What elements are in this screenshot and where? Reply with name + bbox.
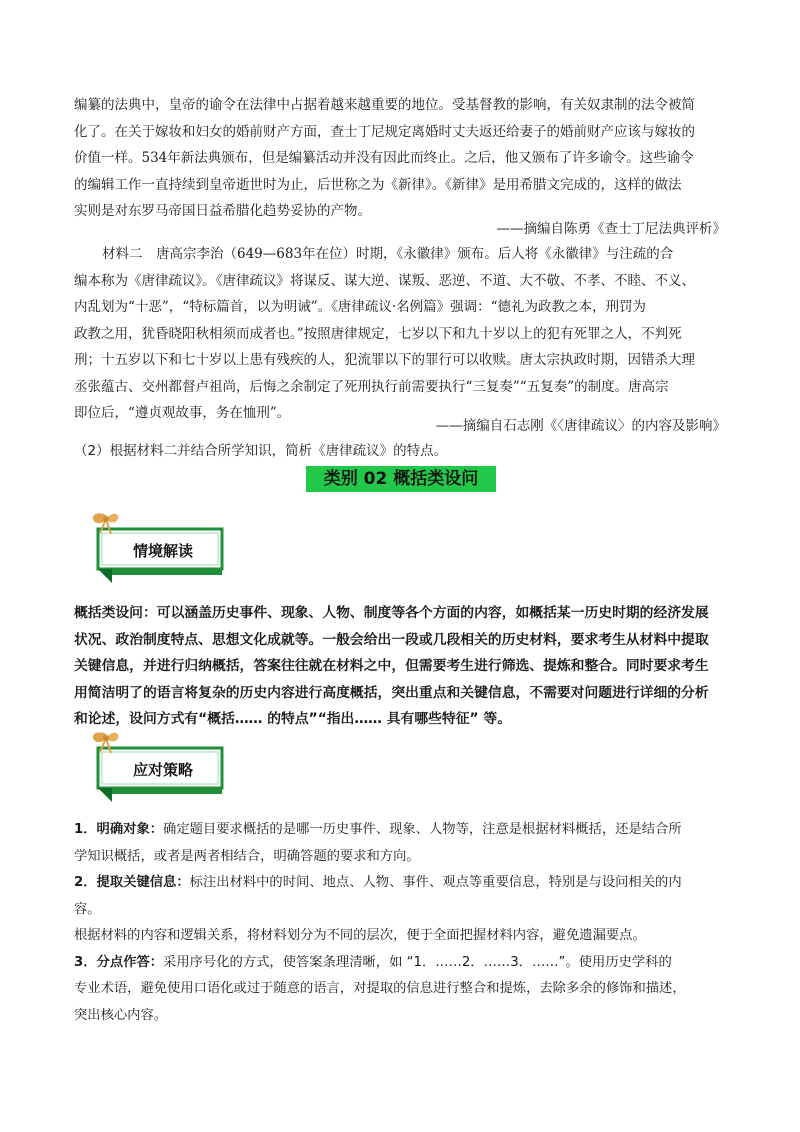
text-line: 刑；十五岁以下和七十岁以上患有残疾的人，犯流罪以下的罪行可以收赎。唐太宗执政时期，因错杀大理	[74, 352, 695, 368]
text-line: 和论述，设问方式有“概括…… 的特点”“指出…… 具有哪些特征” 等。	[74, 711, 511, 727]
text-line: 用简洁明了的语言将复杂的历史内容进行高度概括，突出重点和关键信息，不需要对问题进行详细的分析	[74, 684, 709, 701]
text-line: 编纂的法典中，皇帝的谕令在法律中占据着越来越重要的地位。受基督教的影响，有关奴隶制的法令被简	[74, 97, 695, 113]
text-line: 价值一样。534年新法典颁布，但是编纂活动并没有因此而终止。之后，他又颁布了许多谕令。这些谕令	[74, 150, 694, 166]
strategy-item-2	[74, 870, 726, 897]
text-line: 学知识概括，或者是两者相结合，明确答题的要求和方向。	[74, 848, 420, 864]
question-text: （2）根据材料二并结合所学知识，简析《唐律疏议》的特点。	[74, 443, 448, 459]
text-line: 实则是对东罗马帝国日益希腊化趋势妥协的产物。	[74, 203, 371, 219]
section-badge-scenario	[84, 509, 234, 595]
badge-label: 应对策略	[132, 761, 193, 779]
strategy-item-3	[74, 950, 726, 977]
text-line: 材料二 唐高宗李治（649—683年在位）时期，《永徽律》颁布。后人将《永徽律》与注疏的合	[102, 246, 674, 262]
text-line: 标注出材料中的时间、地点、人物、事件、观点等重要信息，特别是与设问相关的内	[189, 875, 682, 890]
text-line: 关键信息，并进行归纳概括，答案往往就在材料之中，但需要考生进行筛选、提炼和整合。同时要求考生	[74, 658, 709, 674]
text-line: 内乱划为“十恶”，“特标篇首，以为明诫”。《唐律疏议·名例篇》强调：“德礼为政教之本，刑罚为	[74, 299, 647, 315]
strategy-label: 2．提取关键信息：	[74, 875, 190, 890]
material-one-paragraph	[74, 92, 724, 225]
text-line: 根据材料的内容和逻辑关系，将材料划分为不同的层次，便于全面把握材料内容，避免遗漏要点。	[74, 928, 646, 943]
material-two-paragraph	[74, 241, 724, 427]
badge-label: 情境解读	[132, 542, 193, 560]
text-line: 专业术语，避免使用口语化或过于随意的语言，对提取的信息进行整合和提炼，去除多余的修饰和描述，	[74, 981, 686, 996]
text-line: 确定题目要求概括的是哪一历史事件、现象、人物等，注意是根据材料概括，还是结合所	[163, 822, 682, 837]
text-line: 容。	[74, 901, 101, 917]
strategy-label: 3．分点作答：	[74, 954, 164, 970]
text-line: 化了。在关于嫁妆和妇女的婚前财产方面，查士丁尼规定离婚时丈夫返还给妻子的婚前财产应该与嫁妆的	[74, 123, 695, 140]
category-title: 类别 02 概括类设问	[306, 466, 496, 492]
material-one-source: ——摘编自陈勇《查士丁尼法典评析》	[496, 221, 726, 237]
strategy-item-1	[74, 817, 726, 844]
text-line: 即位后，“遵贞观故事，务在恤刑”。	[74, 405, 291, 421]
text-line: 丞张蕴古、交州都督卢祖尚，后悔之余制定了死刑执行前需要执行“三复奏”“五复奏”的制度。唐高宗	[74, 378, 669, 395]
text-line: 突出核心内容。	[74, 1007, 168, 1023]
strategy-list	[74, 817, 726, 1029]
strategy-label: 1．明确对象：	[74, 822, 164, 837]
section-badge-strategy	[84, 728, 234, 814]
text-line: 概括类设问：可以涵盖历史事件、现象、人物、制度等各个方面的内容，如概括某一历史时期的经济发展	[74, 605, 709, 621]
text-line: 的编辑工作一直持续到皇帝逝世时为止，后世称之为《新律》。《新律》是用希腊文完成的，这样的做法	[74, 176, 682, 193]
text-line: 采用序号化的方式，使答案条理清晰，如 “1．……2．……3．……”。使用历史学科的	[163, 954, 672, 970]
material-two-source: ——摘编自石志刚《〈唐律疏议〉的内容及影响》	[435, 418, 726, 434]
text-line: 状况、政治制度特点、思想文化成就等。一般会给出一段或几段相关的历史材料，要求考生从材料中提取	[74, 631, 709, 648]
text-line: 政教之用，犹昏晓阳秋相须而成者也。”按照唐律规定，七岁以下和九十岁以上的犯有死罪之人，不判死	[74, 325, 682, 342]
definition-paragraph	[74, 600, 726, 733]
text-line: 编本称为《唐律疏议》。《唐律疏议》将谋反、谋大逆、谋叛、恶逆、不道、大不敬、不孝、不睦、不义、	[74, 272, 695, 289]
